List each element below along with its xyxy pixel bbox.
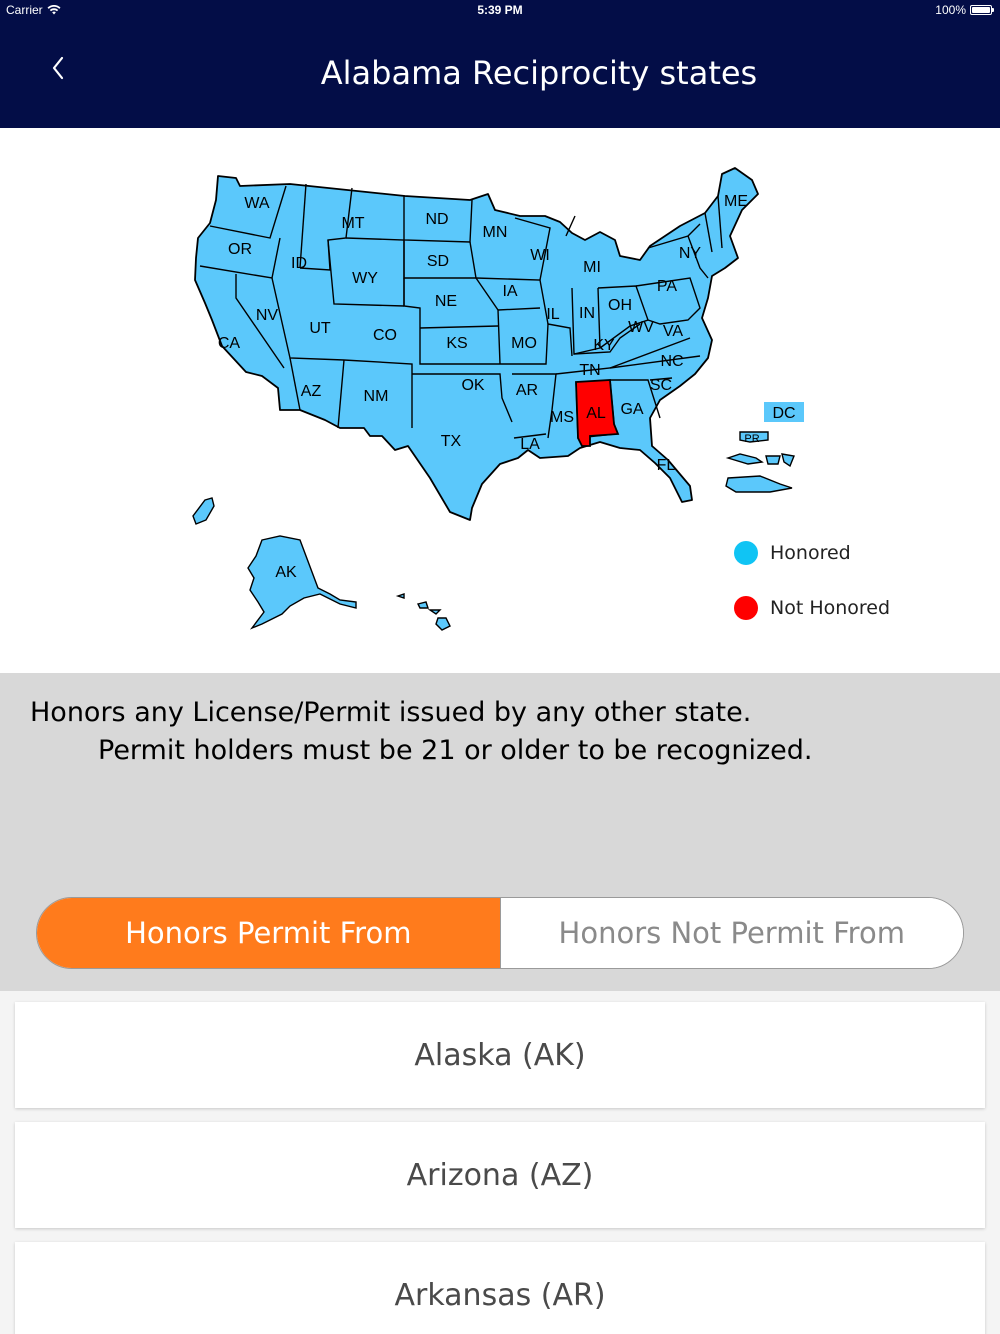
state-label-ny: NY: [678, 245, 702, 262]
state-label-dc: DC: [772, 405, 796, 422]
state-label-mo: MO: [511, 335, 537, 352]
state-label-il: IL: [546, 306, 560, 323]
list-item-arizona[interactable]: Arizona (AZ): [15, 1122, 985, 1228]
state-label-la: LA: [520, 436, 540, 453]
state-label-id: ID: [291, 255, 307, 272]
state-label-ut: UT: [309, 320, 331, 337]
state-label-ms: MS: [550, 409, 574, 426]
battery-icon: [970, 5, 992, 15]
state-label-or: OR: [228, 241, 252, 258]
state-label-va: VA: [662, 323, 684, 340]
info-text-line2: Permit holders must be 21 or older to be recognized.: [98, 735, 813, 766]
state-label-oh: OH: [608, 297, 632, 314]
segmented-control: [36, 897, 964, 969]
state-label-fl: FL: [656, 457, 676, 474]
not-honored-dot-icon: [734, 596, 758, 620]
state-label-wa: WA: [244, 195, 270, 212]
state-label-mt: MT: [341, 215, 365, 232]
status-time: 5:39 PM: [477, 3, 523, 17]
state-list: [0, 991, 1000, 1334]
state-label-ca: CA: [217, 335, 241, 352]
state-label-ok: OK: [461, 377, 485, 394]
navigation-bar: [0, 20, 1000, 128]
state-label-tx: TX: [440, 433, 462, 450]
map-legend: [734, 538, 890, 648]
state-label-pa: PA: [656, 278, 678, 295]
alaska-shape: [248, 536, 356, 628]
legend-honored: [734, 538, 890, 568]
state-label-wy: WY: [352, 270, 378, 287]
info-text-line1: Honors any License/Permit issued by any other state.: [30, 697, 752, 728]
state-label-wv: WV: [628, 319, 654, 336]
state-label-tn: TN: [579, 362, 601, 379]
state-label-sd: SD: [426, 253, 450, 270]
legend-not-honored: [734, 593, 890, 623]
state-label-nv: NV: [255, 307, 279, 324]
segment-honors-not-permit-from[interactable]: Honors Not Permit From: [500, 898, 964, 968]
state-label-co: CO: [373, 327, 397, 344]
state-label-ak: AK: [275, 564, 297, 581]
state-label-ia: IA: [502, 283, 518, 300]
battery-percent: 100%: [935, 3, 966, 17]
state-label-nc: NC: [660, 353, 684, 370]
state-label-az: AZ: [300, 383, 322, 400]
state-label-ga: GA: [620, 401, 644, 418]
honored-dot-icon: [734, 541, 758, 565]
state-label-nd: ND: [425, 211, 449, 228]
legend-honored-label: Honored: [770, 542, 851, 564]
state-label-wi: WI: [530, 247, 550, 264]
state-label-in: IN: [579, 305, 595, 322]
page-title: Alabama Reciprocity states: [320, 54, 758, 92]
reciprocity-map: [0, 128, 1000, 673]
state-label-mi: MI: [583, 259, 601, 276]
state-label-sc: SC: [649, 377, 673, 394]
status-bar: [0, 0, 1000, 20]
state-label-pr: PR: [744, 433, 760, 445]
legend-not-honored-label: Not Honored: [770, 597, 891, 619]
state-label-al: AL: [586, 405, 606, 422]
state-label-ne: NE: [434, 293, 458, 310]
list-item-arkansas[interactable]: Arkansas (AR): [15, 1242, 985, 1334]
state-label-ky: KY: [593, 337, 615, 354]
state-label-mn: MN: [482, 224, 508, 241]
list-item-alaska[interactable]: Alaska (AK): [15, 1002, 985, 1108]
state-label-ar: AR: [515, 382, 539, 399]
state-label-nm: NM: [363, 388, 389, 405]
state-label-ks: KS: [446, 335, 468, 352]
state-label-me: ME: [724, 193, 748, 210]
info-panel: [0, 673, 1000, 991]
carrier-label: Carrier: [6, 3, 43, 17]
segment-honors-permit-from[interactable]: Honors Permit From: [37, 898, 500, 968]
status-right: [935, 3, 992, 17]
